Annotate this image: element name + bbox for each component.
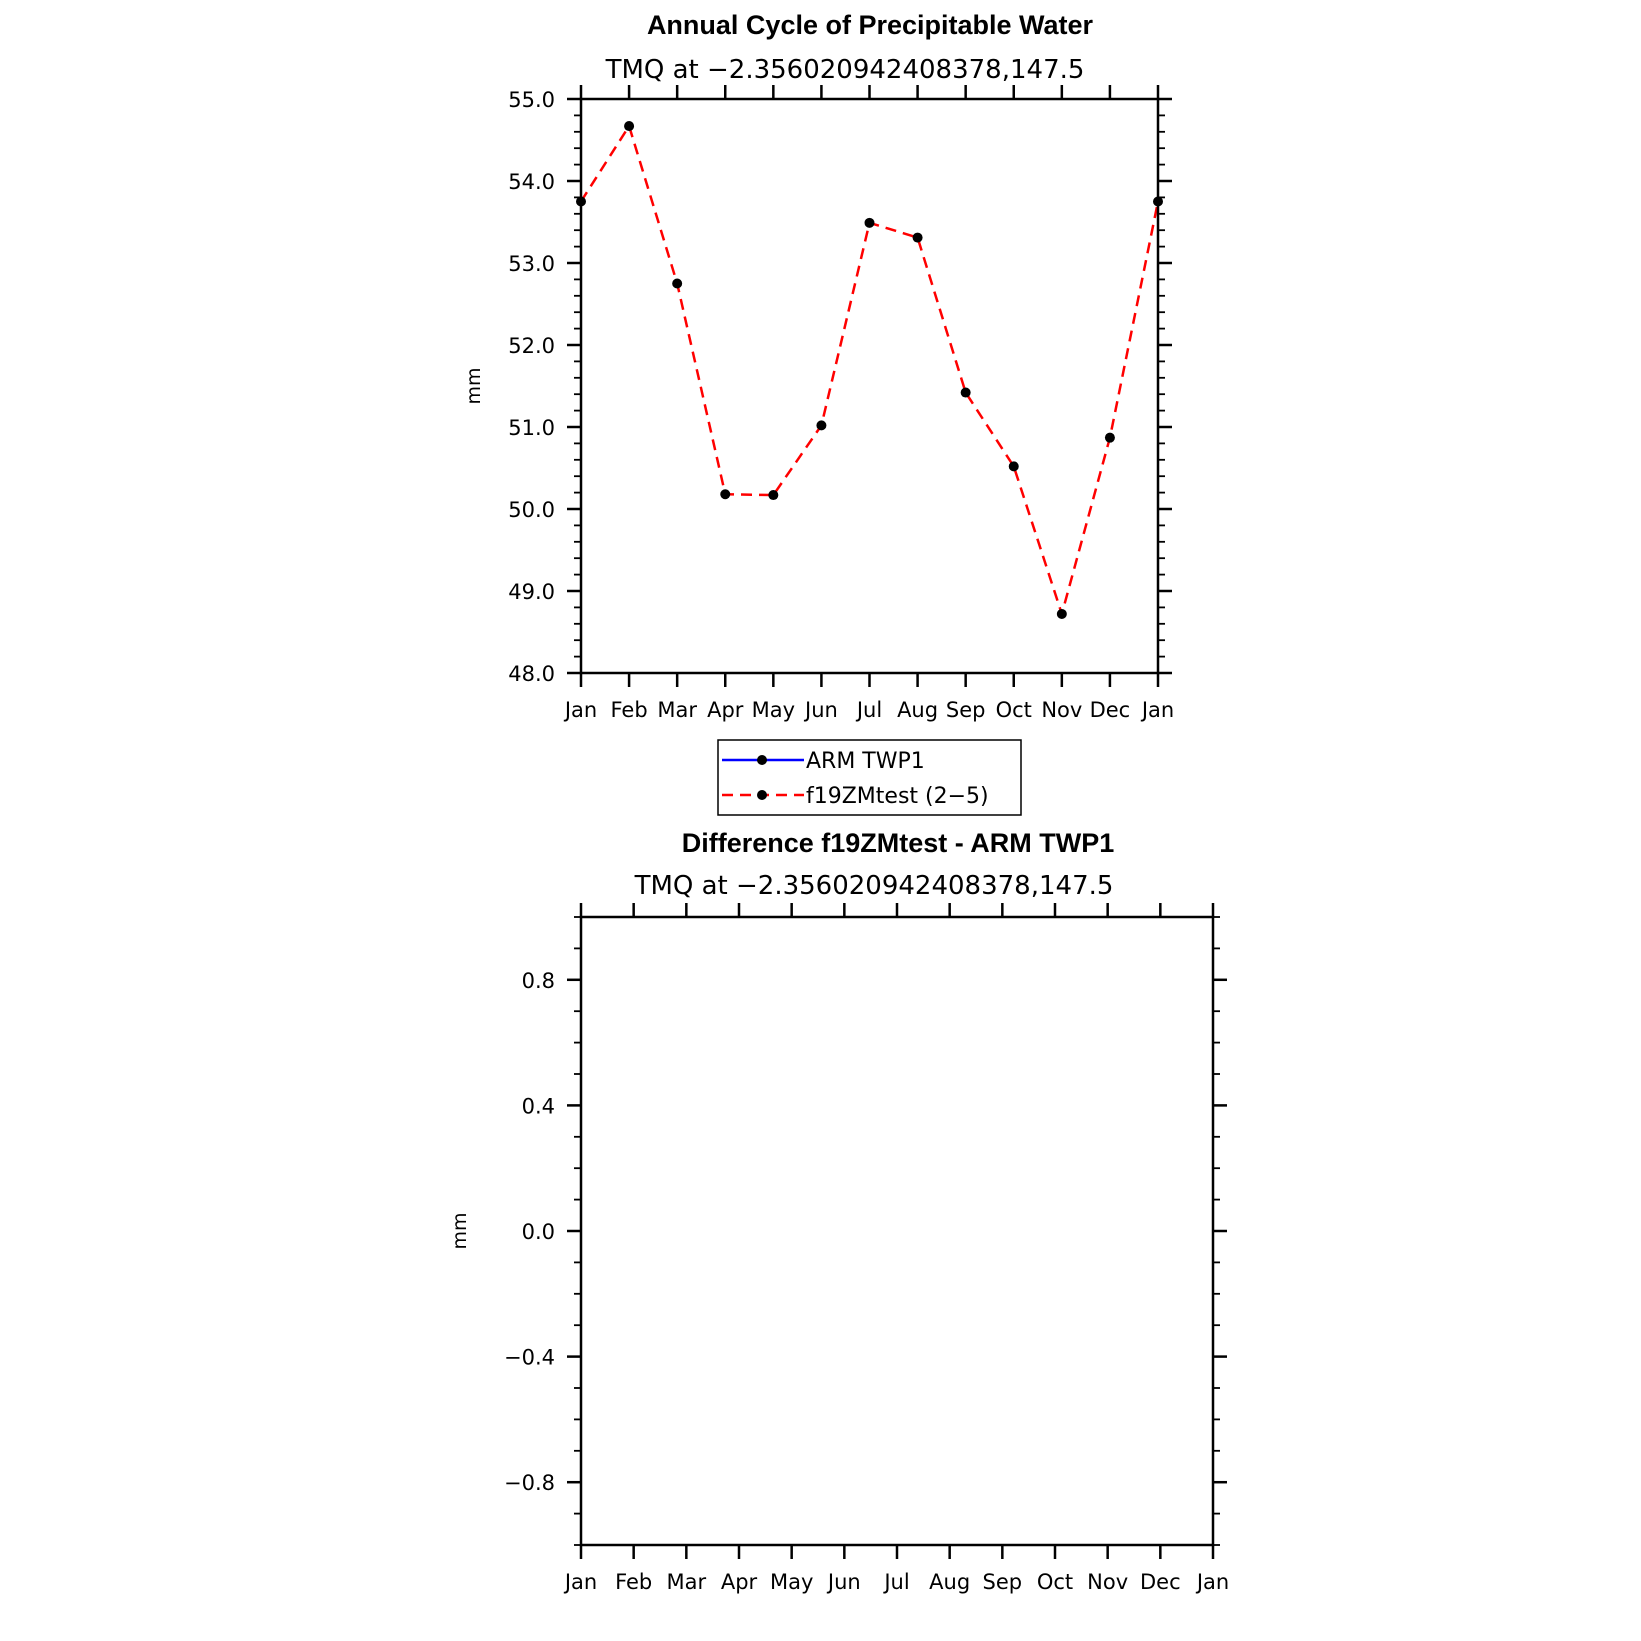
chart1-y-tick-labels xyxy=(508,88,555,686)
x-tick-label: Jun xyxy=(827,1570,861,1594)
data-point xyxy=(913,233,923,243)
x-tick-label: Jan xyxy=(1141,698,1175,722)
x-tick-label: Mar xyxy=(657,698,697,722)
y-tick-label: 0.0 xyxy=(521,1220,555,1244)
chart1-y-axis-label: mm xyxy=(463,367,485,405)
data-point xyxy=(1057,609,1067,619)
series-line xyxy=(581,126,1158,614)
data-point xyxy=(1105,433,1115,443)
y-tick-label: 54.0 xyxy=(508,170,555,194)
data-point xyxy=(961,388,971,398)
x-tick-label: Feb xyxy=(610,698,648,722)
x-tick-label: Apr xyxy=(707,698,744,722)
x-tick-label: Nov xyxy=(1041,698,1083,722)
chart2-plot-frame xyxy=(581,917,1213,1545)
x-tick-label: Jul xyxy=(856,698,883,722)
chart2-subtitle: TMQ at −2.356020942408378,147.5 xyxy=(634,871,1114,901)
data-point xyxy=(624,121,634,131)
chart2-minor-ticks xyxy=(574,917,1220,1545)
x-tick-label: Apr xyxy=(720,1570,758,1594)
x-tick-label: Nov xyxy=(1087,1570,1129,1594)
chart1-title: Annual Cycle of Precipitable Water xyxy=(646,10,1094,40)
chart1-series xyxy=(576,121,1163,619)
x-tick-label: Sep xyxy=(982,1570,1023,1594)
x-tick-label: Aug xyxy=(929,1570,971,1594)
chart1-major-ticks xyxy=(567,85,1172,687)
x-tick-label: May xyxy=(769,1570,814,1594)
x-tick-label: Feb xyxy=(615,1570,653,1594)
data-point xyxy=(865,218,875,228)
x-tick-label: Oct xyxy=(995,698,1032,722)
x-tick-label: Jan xyxy=(564,698,598,722)
chart2-y-tick-labels xyxy=(504,969,555,1495)
y-tick-label: 51.0 xyxy=(508,416,555,440)
chart1-subtitle: TMQ at −2.356020942408378,147.5 xyxy=(605,55,1085,85)
y-tick-label: 0.4 xyxy=(521,1094,555,1119)
data-point xyxy=(768,490,778,500)
legend xyxy=(718,740,1021,815)
difference-chart xyxy=(449,828,1229,1594)
data-point xyxy=(1009,461,1019,471)
chart2-y-axis-label: mm xyxy=(449,1212,471,1250)
x-tick-label: Oct xyxy=(1036,1570,1074,1594)
x-tick-label: Jul xyxy=(884,1570,910,1594)
chart1-x-tick-labels xyxy=(563,698,1174,722)
legend-marker-f19zmtest xyxy=(757,790,767,800)
y-tick-label: 49.0 xyxy=(508,580,555,604)
x-tick-label: Jun xyxy=(805,698,838,722)
y-tick-label: 48.0 xyxy=(508,662,555,686)
x-tick-label: Aug xyxy=(897,698,939,722)
x-tick-label: Dec xyxy=(1140,1570,1181,1594)
chart1-plot-frame xyxy=(581,99,1158,673)
data-point xyxy=(720,489,730,499)
chart2-major-ticks xyxy=(567,903,1227,1559)
chart1-minor-ticks xyxy=(574,99,1165,673)
y-tick-label: 53.0 xyxy=(508,252,555,276)
x-tick-label: Jan xyxy=(1196,1570,1230,1594)
x-tick-label: Mar xyxy=(666,1570,707,1594)
y-tick-label: −0.4 xyxy=(504,1345,555,1370)
y-tick-label: 55.0 xyxy=(508,88,555,112)
y-tick-label: 52.0 xyxy=(508,334,555,358)
legend-entry-f19zmtest: f19ZMtest (2−5) xyxy=(806,784,989,809)
legend-entry-arm-twp1: ARM TWP1 xyxy=(806,749,925,774)
y-tick-label: 50.0 xyxy=(508,498,555,522)
y-tick-label: 0.8 xyxy=(521,968,555,993)
data-point xyxy=(816,420,826,430)
data-point xyxy=(672,279,682,289)
y-tick-label: −0.8 xyxy=(504,1471,555,1496)
x-tick-label: May xyxy=(751,698,796,722)
legend-marker-arm-twp1 xyxy=(757,755,767,765)
x-tick-label: Sep xyxy=(945,698,986,722)
x-tick-label: Jan xyxy=(564,1570,598,1594)
annual-cycle-chart xyxy=(463,10,1174,722)
chart2-x-tick-labels xyxy=(563,1570,1229,1594)
x-tick-label: Dec xyxy=(1089,698,1131,722)
chart2-title: Difference f19ZMtest - ARM TWP1 xyxy=(681,828,1115,858)
